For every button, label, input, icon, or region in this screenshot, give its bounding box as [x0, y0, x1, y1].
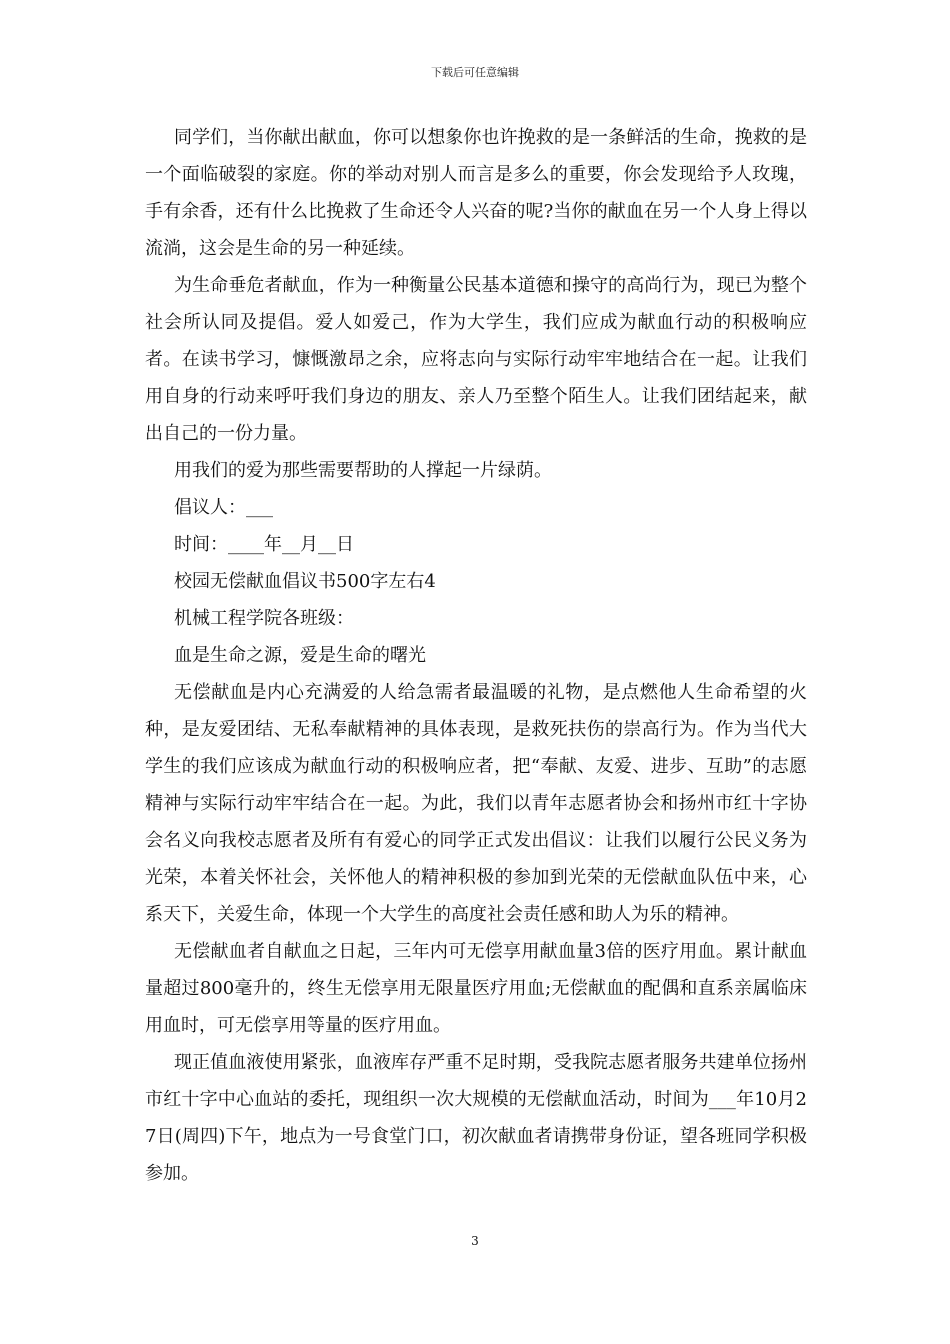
- paragraph: 用我们的爱为那些需要帮助的人撑起一片绿荫。: [174, 460, 552, 481]
- proposer-line: 倡议人：___: [174, 497, 273, 518]
- document-body: [145, 119, 807, 1192]
- salutation: 机械工程学院各班级：: [174, 608, 354, 629]
- slogan: 血是生命之源，爱是生命的曙光: [174, 645, 426, 666]
- paragraph: 同学们，当你献出献血，你可以想象你也许挽救的是一条鲜活的生命，挽救的是一个面临破裂的家庭。你的举动对别人而言是多么的重要，你会发现给予人玫瑰，手有余香，还有什么比挽救了生命还令人兴奋的呢?当你的献血在另一个人身上得以流淌，这会是生命的另一种延续。: [145, 127, 807, 259]
- date-line: 时间：____年__月__日: [174, 534, 354, 555]
- paragraph: 现正值血液使用紧张，血液库存严重不足时期，受我院志愿者服务共建单位扬州市红十字中心血站的委托，现组织一次大规模的无偿献血活动，时间为___年10月27日(周四)下午，地点为一号食堂门口，初次献血者请携带身份证，望各班同学积极参加。: [145, 1052, 807, 1184]
- page-number: 3: [471, 1234, 479, 1248]
- paragraph: 为生命垂危者献血，作为一种衡量公民基本道德和操守的高尚行为，现已为整个社会所认同及提倡。爱人如爱己，作为大学生，我们应成为献血行动的积极响应者。在读书学习，慷慨激昂之余，应将志向与实际行动牢牢地结合在一起。让我们用自身的行动来呼吁我们身边的朋友、亲人乃至整个陌生人。让我们团结起来，献出自己的一份力量。: [145, 275, 807, 444]
- section-title: 校园无偿献血倡议书500字左右4: [174, 571, 436, 592]
- page-header-note: 下载后可任意编辑: [431, 66, 519, 79]
- paragraph: 无偿献血者自献血之日起，三年内可无偿享用献血量3倍的医疗用血。累计献血量超过800毫升的，终生无偿享用无限量医疗用血;无偿献血的配偶和直系亲属临床用血时，可无偿享用等量的医疗用血。: [145, 941, 807, 1036]
- paragraph: 无偿献血是内心充满爱的人给急需者最温暖的礼物，是点燃他人生命希望的火种，是友爱团结、无私奉献精神的具体表现，是救死扶伤的崇高行为。作为当代大学生的我们应该成为献血行动的积极响应者，把“奉献、友爱、进步、互助”的志愿精神与实际行动牢牢结合在一起。为此，我们以青年志愿者协会和扬州市红十字协会名义向我校志愿者及所有有爱心的同学正式发出倡议：让我们以履行公民义务为光荣，本着关怀社会，关怀他人的精神积极的参加到光荣的无偿献血队伍中来，心系天下，关爱生命，体现一个大学生的高度社会责任感和助人为乐的精神。: [145, 682, 807, 925]
